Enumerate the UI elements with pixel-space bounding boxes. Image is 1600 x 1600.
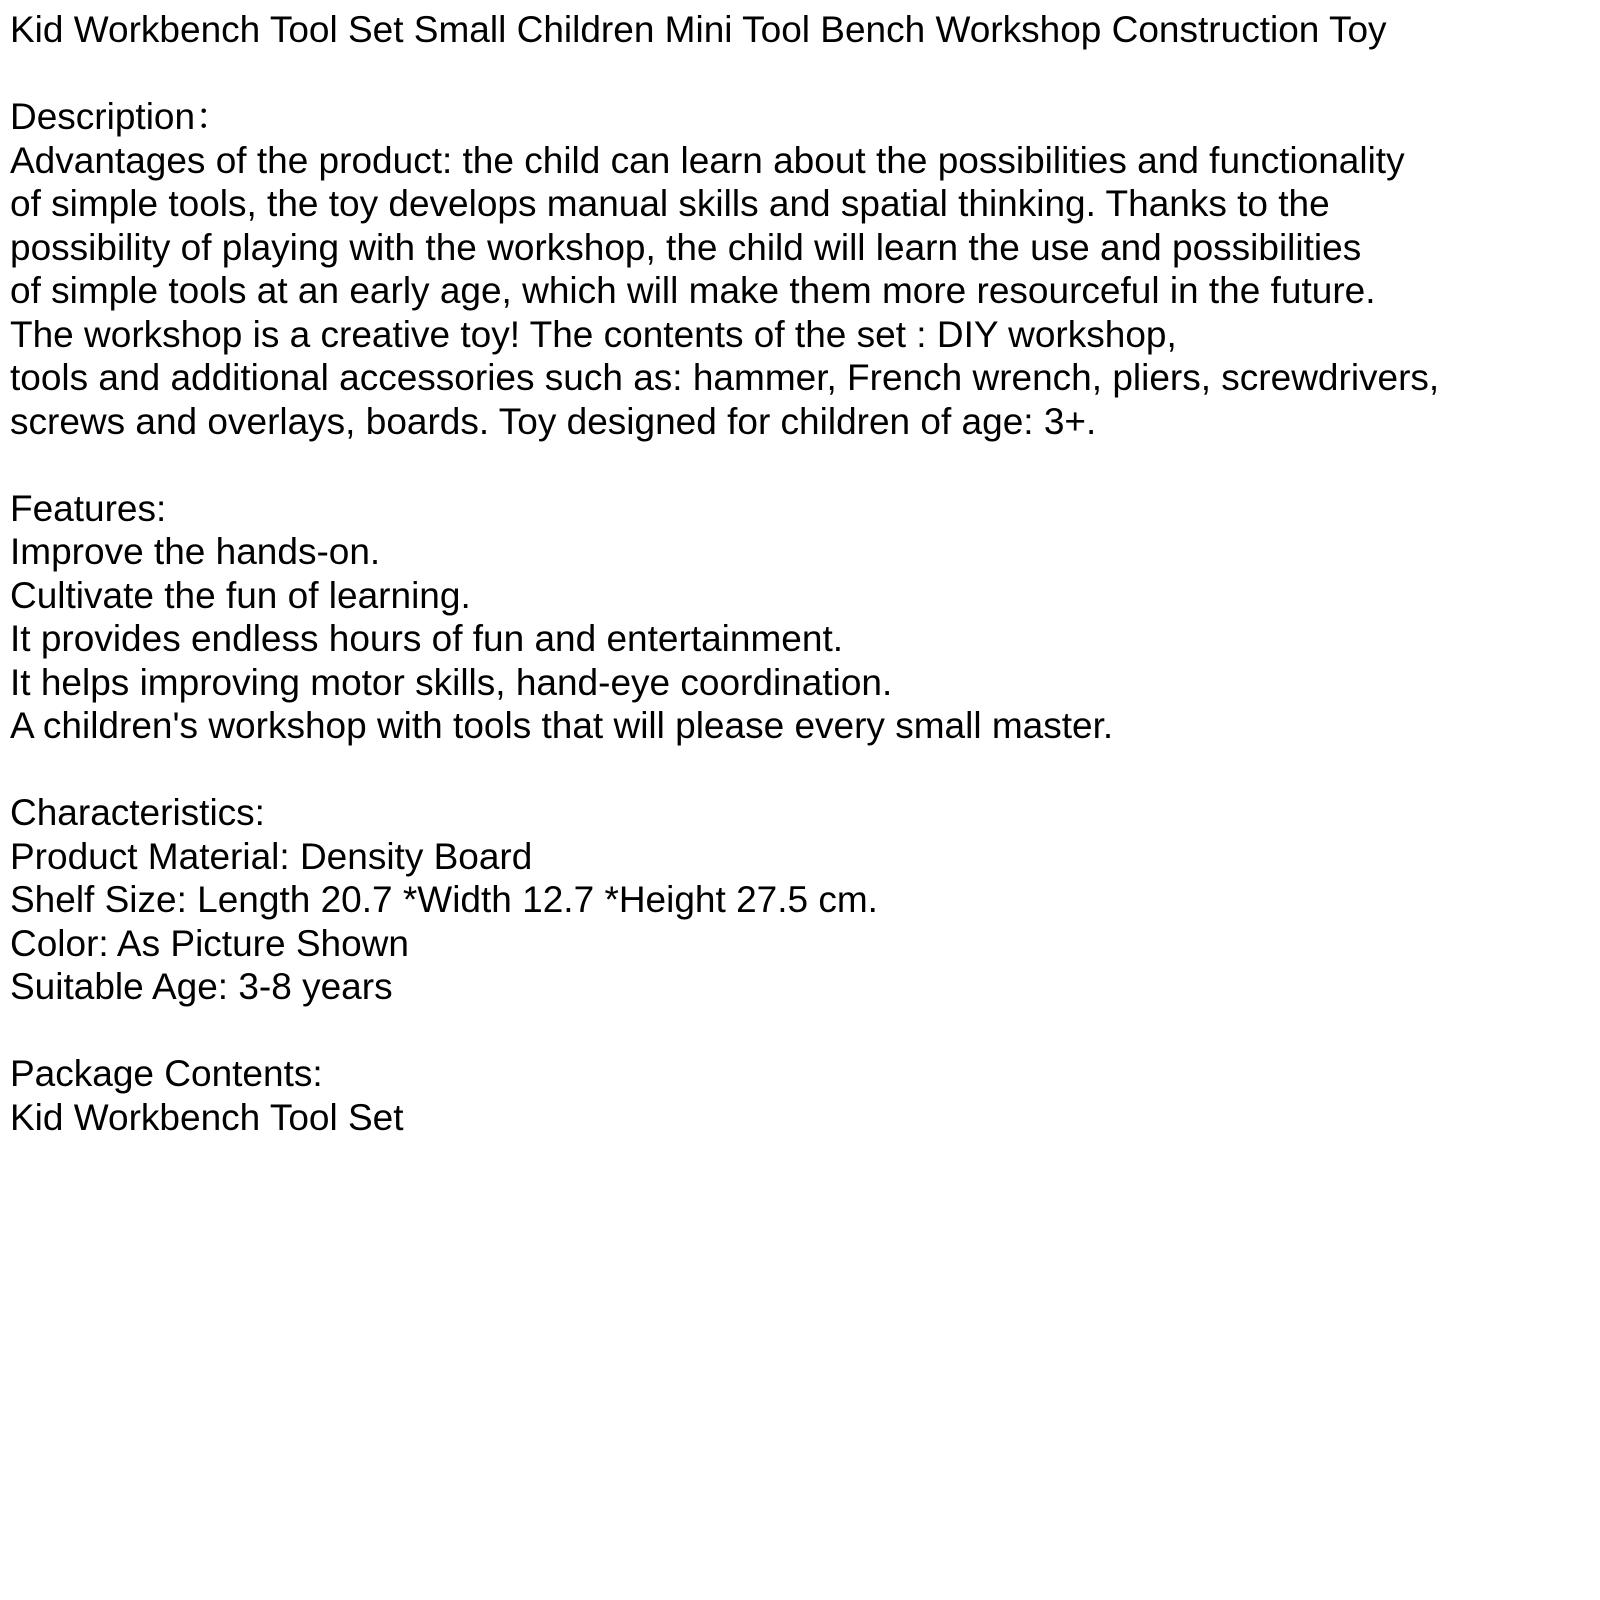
characteristic-item: Color: As Picture Shown — [10, 922, 409, 964]
description-line: Advantages of the product: the child can learn about the possibilities and functionality — [10, 139, 1405, 181]
description-line: possibility of playing with the workshop, the child will learn the use and possibilities — [10, 226, 1362, 268]
package-section — [10, 1052, 1590, 1139]
characteristic-item: Product Material: Density Board — [10, 835, 533, 877]
spacer — [10, 1009, 1590, 1053]
features-heading: Features: — [10, 487, 167, 529]
description-line: of simple tools at an early age, which will make them more resourceful in the future. — [10, 270, 1376, 311]
feature-item: Cultivate the fun of learning. — [10, 574, 471, 616]
feature-item: Improve the hands-on. — [10, 531, 381, 572]
description-line: screws and overlays, boards. Toy designed for children of age: 3+. — [10, 400, 1097, 442]
spacer — [10, 52, 1590, 96]
description-line: of simple tools, the toy develops manual skills and spatial thinking. Thanks to the — [10, 183, 1330, 224]
package-heading: Package Contents: — [10, 1053, 323, 1094]
description-section — [10, 95, 1590, 443]
characteristic-item: Suitable Age: 3-8 years — [10, 966, 393, 1007]
feature-item: It provides endless hours of fun and entertainment. — [10, 618, 844, 659]
description-line: tools and additional accessories such as: hammer, French wrench, pliers, screwdrivers, — [10, 357, 1440, 398]
spacer — [10, 748, 1590, 792]
page-title: Kid Workbench Tool Set Small Children Mini Tool Bench Workshop Construction Toy — [10, 9, 1387, 50]
feature-item: It helps improving motor skills, hand-eye coordination. — [10, 661, 893, 703]
characteristic-item: Shelf Size: Length 20.7 *Width 12.7 *Height 27.5 cm. — [10, 879, 878, 920]
spacer — [10, 443, 1590, 487]
characteristics-section — [10, 791, 1590, 1009]
description-heading: Description： — [10, 96, 233, 137]
feature-item: A children's workshop with tools that will please every small master. — [10, 705, 1114, 746]
package-item: Kid Workbench Tool Set — [10, 1096, 404, 1138]
characteristics-heading: Characteristics: — [10, 792, 265, 833]
description-line: The workshop is a creative toy! The contents of the set : DIY workshop, — [10, 313, 1177, 355]
product-document — [10, 8, 1590, 1139]
features-section — [10, 487, 1590, 748]
